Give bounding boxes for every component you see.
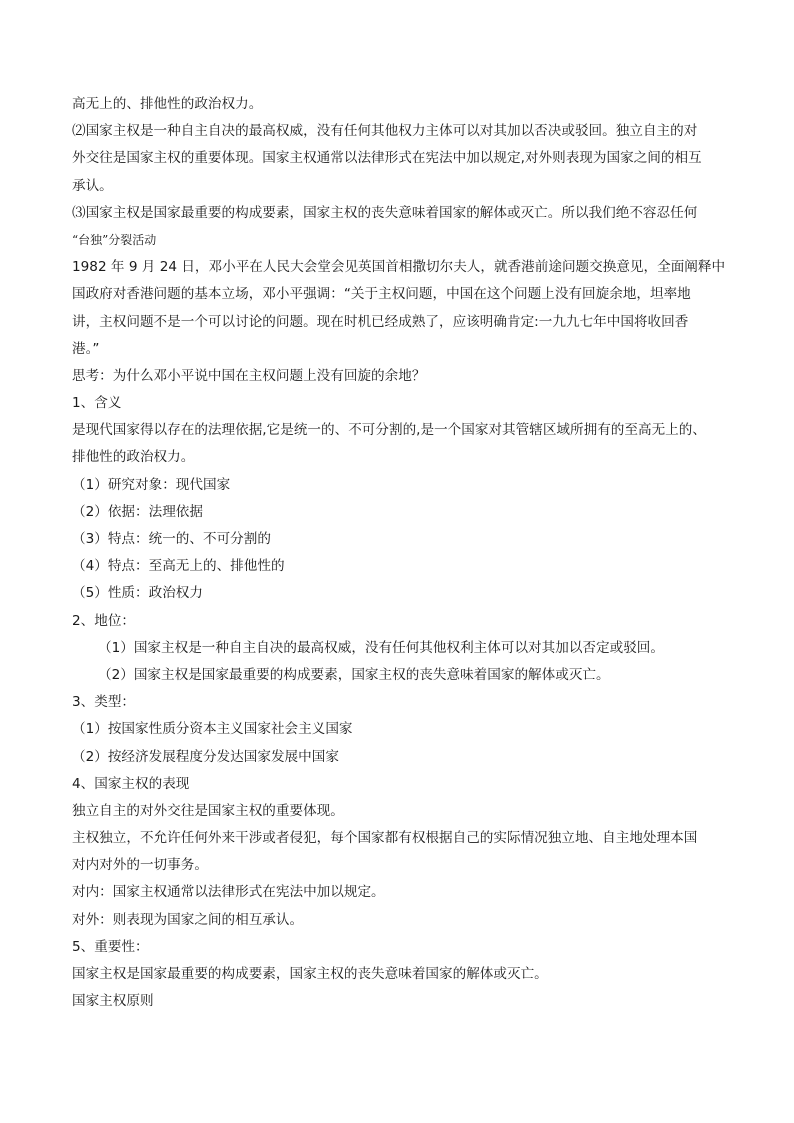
document-body bbox=[72, 91, 732, 1015]
list-item: （1）按国家性质分资本主义国家社会主义国家 bbox=[72, 721, 353, 738]
section-heading: 4、国家主权的表现 bbox=[72, 775, 190, 792]
list-item: （1）国家主权是一种自主自决的最高权威，没有任何其他权利主体可以对其加以否定或驳回。 bbox=[98, 639, 664, 656]
list-item: （2）依据：法理依据 bbox=[72, 503, 203, 520]
text-line: 对内对外的一切事务。 bbox=[72, 857, 208, 874]
text-line: 对外：则表现为国家之间的相互承认。 bbox=[72, 911, 304, 928]
section-heading: 3、类型： bbox=[72, 694, 136, 711]
list-item: （1）研究对象：现代国家 bbox=[72, 476, 231, 493]
text-line: 港。” bbox=[72, 340, 100, 357]
text-line: 独立自主的对外交往是国家主权的重要体现。 bbox=[72, 802, 344, 819]
list-item: （2）国家主权是国家最重要的构成要素，国家主权的丧失意味着国家的解体或灭亡。 bbox=[98, 666, 610, 683]
text-line: 是现代国家得以存在的法理依据,它是统一的、不可分割的,是一个国家对其管辖区域所拥有的至高无上的、 bbox=[72, 422, 706, 439]
text-line: 国家主权原则 bbox=[72, 993, 154, 1010]
list-item: （5）性质：政治权力 bbox=[72, 585, 203, 602]
text-line: ⑵国家主权是一种自主自决的最高权威，没有任何其他权力主体可以对其加以否决或驳回。独立自主的对 bbox=[72, 123, 698, 140]
text-line: 对内：国家主权通常以法律形式在宪法中加以规定。 bbox=[72, 884, 385, 901]
text-line: ⑶国家主权是国家最重要的构成要素，国家主权的丧失意味着国家的解体或灭亡。所以我们绝不容忍任何 bbox=[72, 204, 698, 221]
text-line: 1982 年 9 月 24 日，邓小平在人民大会堂会见英国首相撒切尔夫人，就香港前途问题交换意见，全面阐释中 bbox=[72, 259, 726, 276]
list-item: （3）特点：统一的、不可分割的 bbox=[72, 531, 271, 547]
section-heading: 1、含义 bbox=[72, 395, 122, 412]
text-line: 主权独立，不允许任何外来干涉或者侵犯，每个国家都有权根据自己的实际情况独立地、自主地处理本国 bbox=[72, 830, 698, 847]
question-line: 思考：为什么邓小平说中国在主权问题上没有回旋的余地？ bbox=[72, 367, 426, 384]
text-line: 国家主权是国家最重要的构成要素，国家主权的丧失意味着国家的解体或灭亡。 bbox=[72, 966, 548, 982]
text-line: 讲，主权问题不是一个可以讨论的问题。现在时机已经成熟了，应该明确肯定:一九九七年中国将收回香 bbox=[72, 313, 689, 330]
section-heading: 2、地位： bbox=[72, 612, 136, 629]
text-line: “台独”分裂活动 bbox=[72, 232, 157, 247]
text-line: 承认。 bbox=[72, 177, 113, 194]
text-line: 外交往是国家主权的重要体现。国家主权通常以法律形式在宪法中加以规定,对外则表现为国家之间的相互 bbox=[72, 150, 702, 167]
list-item: （4）特点：至高无上的、排他性的 bbox=[72, 558, 285, 575]
text-line: 国政府对香港问题的基本立场，邓小平强调：“关于主权问题，中国在这个问题上没有回旋余地，坦率地 bbox=[72, 286, 691, 303]
section-heading: 5、重要性： bbox=[72, 938, 149, 955]
text-line: 高无上的、排他性的政治权力。 bbox=[72, 96, 263, 112]
text-line: 排他性的政治权力。 bbox=[72, 449, 195, 466]
list-item: （2）按经济发展程度分发达国家发展中国家 bbox=[72, 748, 339, 765]
